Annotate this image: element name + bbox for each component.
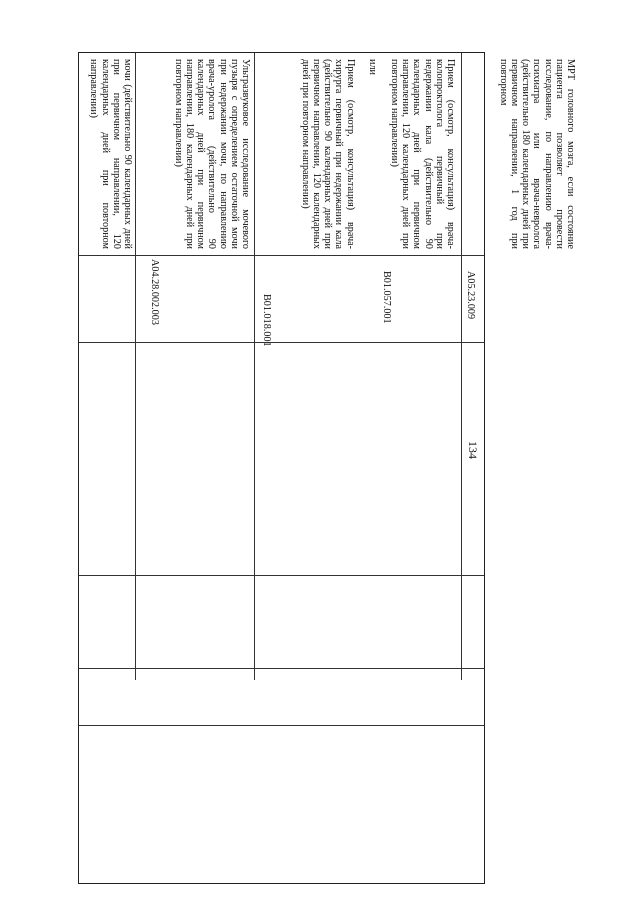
row-divider — [135, 53, 136, 680]
row-3-code: B01.018.001 — [261, 294, 272, 347]
row-3-description: Прием (осмотр, консультация) врача-колопроктолога первичный при недержании кала (действительно 90 календарных дней при первичном направлении, 120 календарных дней при повторном направлении) или Прием (осмотр, консультация) врача-хирурга первичный при недержании кала (действительно 90 календарных дней при первичном направлении, 120 календарных дней при повторном направлении) — [299, 59, 456, 249]
row-2-code: A04.28.002.003 — [149, 259, 160, 325]
row-4-code: A05.23.009 — [465, 271, 476, 320]
column-divider — [79, 255, 484, 256]
row-1-description: мочи (действительно 90 календарных дней при первичном направлении, 120 календарных дней при повторном направлении) — [88, 59, 133, 249]
row-2-description: Ультразвуковое исследование мочевого пузыря с определением остаточной мочи при недержании мочи, по направлению врача-уролога (действительно 90 календарных дней при первичном направлении, 180 календарных дней при повторном направлении) — [172, 59, 251, 249]
column-divider — [79, 342, 484, 343]
column-divider — [79, 575, 484, 576]
row-3-code-alt: B01.057.001 — [381, 271, 392, 324]
row-4-description: МРТ головного мозга, если состояние пациента позволяет провести исследование, по направлению врача-психиатра или врача-невролога (действительно 180 календарных дней при первичном направлении, 1 год при повторном — [497, 59, 576, 249]
column-divider — [79, 725, 484, 726]
page-number: 134 — [466, 441, 480, 459]
document-table — [78, 52, 576, 884]
column-divider — [79, 668, 484, 669]
row-divider — [254, 53, 255, 680]
row-divider — [461, 53, 462, 680]
